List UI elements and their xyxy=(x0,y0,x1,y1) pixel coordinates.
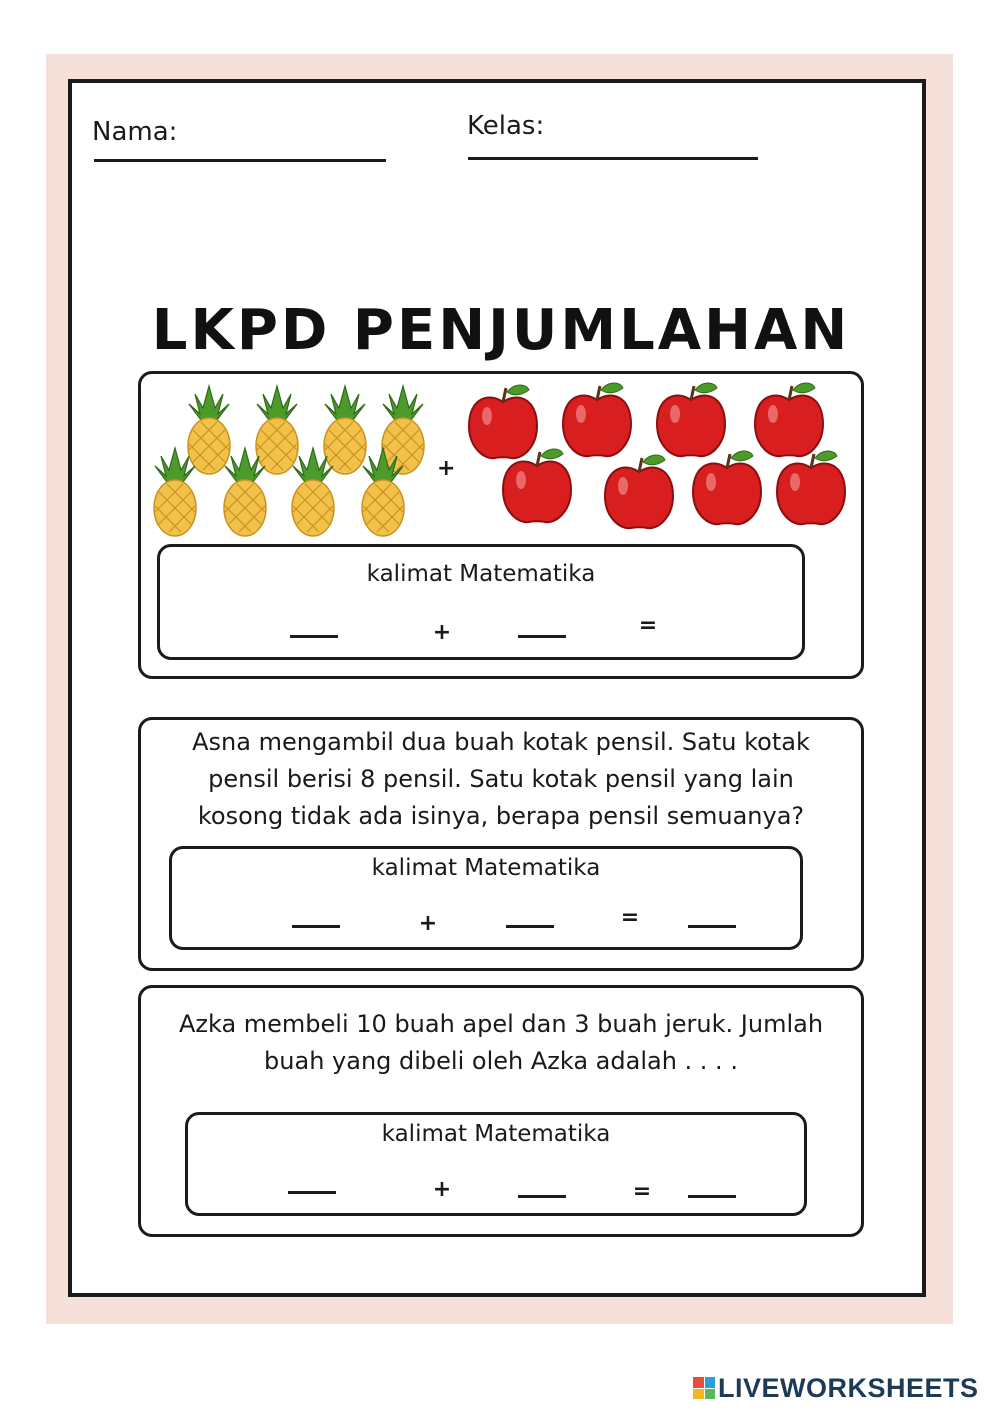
problem-2-card xyxy=(138,717,864,971)
fruit-plus-sign: + xyxy=(437,456,456,481)
pineapple-icon xyxy=(154,448,196,536)
problem-3-line-1: Azka membeli 10 buah apel dan 3 buah jeruk. Jumlah xyxy=(178,1010,824,1038)
pineapple-icon xyxy=(188,386,230,474)
equals-sign: = xyxy=(638,613,658,638)
apple-group xyxy=(463,378,863,538)
answer-blank-1[interactable] xyxy=(292,925,340,928)
worksheet xyxy=(68,79,926,1297)
problem-2-text xyxy=(141,724,861,835)
apple-icon xyxy=(777,451,845,524)
pineapple-group xyxy=(147,380,437,550)
answer-blank-result[interactable] xyxy=(688,925,736,928)
problem-3-line-2: buah yang dibeli oleh Azka adalah . . . . xyxy=(264,1047,738,1075)
page-title: LKPD PENJUMLAHAN xyxy=(151,298,851,363)
math-sentence-box-2 xyxy=(169,846,803,950)
pineapple-icon xyxy=(256,386,298,474)
math-sentence-title: kalimat Matematika xyxy=(381,1121,611,1147)
math-sentence-box-3 xyxy=(185,1112,807,1216)
problem-2-line-1: Asna mengambil dua buah kotak pensil. Satu kotak xyxy=(192,728,810,756)
class-label: Kelas: xyxy=(467,111,545,141)
apple-icon xyxy=(657,383,725,456)
pineapple-icon xyxy=(324,386,366,474)
plus-sign: + xyxy=(418,911,438,936)
problem-1-card xyxy=(138,371,864,679)
answer-blank-1[interactable] xyxy=(290,635,338,638)
answer-blank-result[interactable] xyxy=(688,1195,736,1198)
equals-sign: = xyxy=(632,1179,652,1204)
answer-blank-2[interactable] xyxy=(506,925,554,928)
math-sentence-box-1 xyxy=(157,544,805,660)
apple-icon xyxy=(469,385,537,458)
answer-blank-1[interactable] xyxy=(288,1191,336,1194)
math-sentence-title: kalimat Matematika xyxy=(371,855,601,881)
problem-2-line-3: kosong tidak ada isinya, berapa pensil semuanya? xyxy=(197,802,805,830)
plus-sign: + xyxy=(432,1177,452,1202)
brand-name: LIVEWORKSHEETS xyxy=(718,1372,979,1403)
apple-icon xyxy=(503,449,571,522)
apple-icon xyxy=(755,383,823,456)
problem-3-text xyxy=(141,1006,861,1080)
apple-icon xyxy=(693,451,761,524)
equals-sign: = xyxy=(620,905,640,930)
name-field-line[interactable] xyxy=(94,159,386,162)
class-field-line[interactable] xyxy=(468,157,758,160)
problem-2-line-2: pensil berisi 8 pensil. Satu kotak pensil yang lain xyxy=(208,765,794,793)
apple-icon xyxy=(605,455,673,528)
answer-blank-2[interactable] xyxy=(518,635,566,638)
name-label: Nama: xyxy=(92,117,178,147)
apple-icon xyxy=(563,383,631,456)
problem-3-card xyxy=(138,985,864,1237)
pineapple-icon xyxy=(382,386,424,474)
liveworksheets-watermark xyxy=(693,1373,979,1403)
liveworksheets-logo-icon xyxy=(693,1377,715,1399)
plus-sign: + xyxy=(432,620,452,645)
math-sentence-title: kalimat Matematika xyxy=(366,561,596,587)
answer-blank-2[interactable] xyxy=(518,1195,566,1198)
